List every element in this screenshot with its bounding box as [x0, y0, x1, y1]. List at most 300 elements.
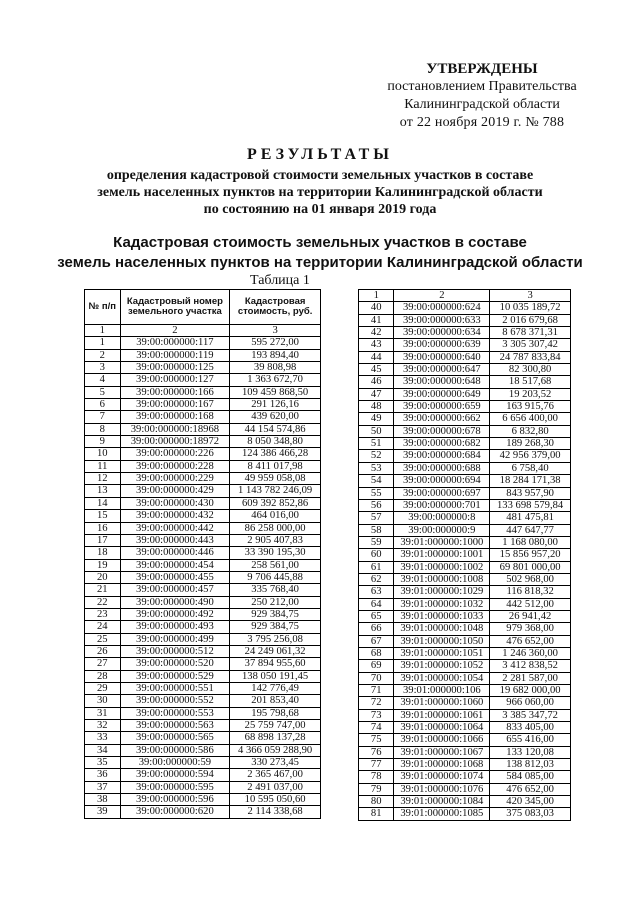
cadastral-value: 1 168 080,00: [490, 536, 571, 548]
cadastral-number: 39:00:000000:226: [120, 448, 230, 460]
table-row: [85, 695, 321, 707]
row-number: 16: [85, 522, 121, 534]
table-row: [85, 670, 321, 682]
row-number: 9: [85, 436, 121, 448]
row-number: 57: [359, 512, 394, 524]
table-row: [359, 549, 571, 561]
table-row: [359, 487, 571, 499]
row-number: 72: [359, 697, 394, 709]
row-number: 39: [85, 806, 121, 818]
table-row: [359, 475, 571, 487]
cadastral-value: 3 795 256,08: [230, 633, 321, 645]
cadastral-number: 39:00:000000:490: [120, 596, 230, 608]
table-row: [85, 473, 321, 485]
section-line-1: Кадастровая стоимость земельных участков в составе: [113, 234, 527, 251]
cadastral-value: 24 249 061,32: [230, 645, 321, 657]
row-number: 59: [359, 536, 394, 548]
cadastral-number: 39:00:000000:634: [394, 327, 490, 339]
table-row: [359, 722, 571, 734]
table-row: [359, 413, 571, 425]
table-row: [359, 796, 571, 808]
row-number: 18: [85, 547, 121, 559]
cadastral-number: 39:01:000000:1032: [394, 598, 490, 610]
cadastral-value: 442 512,00: [490, 598, 571, 610]
row-number: 67: [359, 635, 394, 647]
table-row: [85, 399, 321, 411]
cadastral-number: 39:00:000000:552: [120, 695, 230, 707]
cadastral-value: 19 203,52: [490, 388, 571, 400]
row-number: 76: [359, 746, 394, 758]
cadastral-value: 42 956 379,00: [490, 450, 571, 462]
cadastral-value: 3 385 347,72: [490, 709, 571, 721]
column-number-2: 2: [120, 325, 230, 337]
cadastral-value: 979 368,00: [490, 623, 571, 635]
row-number: 5: [85, 386, 121, 398]
row-number: 65: [359, 610, 394, 622]
table-caption: Таблица 1: [250, 273, 310, 288]
cadastral-value: 37 894 955,60: [230, 658, 321, 670]
row-number: 78: [359, 771, 394, 783]
cadastral-number: 39:01:000000:1051: [394, 647, 490, 659]
table-row: [359, 524, 571, 536]
table-row: [359, 351, 571, 363]
row-number: 11: [85, 460, 121, 472]
cadastral-number: 39:00:000000:595: [120, 781, 230, 793]
table-row: [85, 732, 321, 744]
cadastral-value: 19 682 000,00: [490, 685, 571, 697]
cadastral-value: 335 768,40: [230, 584, 321, 596]
row-number: 26: [85, 645, 121, 657]
table-row: [359, 660, 571, 672]
row-number: 38: [85, 794, 121, 806]
cadastral-number: 39:00:000000:9: [394, 524, 490, 536]
cadastral-value: 39 808,98: [230, 362, 321, 374]
table-row: [85, 571, 321, 583]
table-row: [359, 388, 571, 400]
table-row: [359, 401, 571, 413]
cadastral-number: 39:00:000000:492: [120, 608, 230, 620]
cadastral-value: 124 386 466,28: [230, 448, 321, 460]
row-number: 61: [359, 561, 394, 573]
cadastral-value: 291 126,16: [230, 399, 321, 411]
row-number: 43: [359, 339, 394, 351]
table-row: [359, 759, 571, 771]
row-number: 62: [359, 573, 394, 585]
row-number: 10: [85, 448, 121, 460]
row-number: 41: [359, 314, 394, 326]
row-number: 6: [85, 399, 121, 411]
cadastral-number: 39:00:000000:688: [394, 462, 490, 474]
table-row: [359, 302, 571, 314]
row-number: 15: [85, 510, 121, 522]
row-number: 71: [359, 685, 394, 697]
column-number-3: 3: [230, 325, 321, 337]
table-row: [359, 598, 571, 610]
cadastral-table-left: [84, 289, 321, 819]
row-number: 30: [85, 695, 121, 707]
cadastral-number: 39:01:000000:1008: [394, 573, 490, 585]
cadastral-value: 833 405,00: [490, 722, 571, 734]
cadastral-number: 39:00:000000:117: [120, 337, 230, 349]
cadastral-number: 39:00:000000:520: [120, 658, 230, 670]
cadastral-value: 86 258 000,00: [230, 522, 321, 534]
cadastral-value: 4 366 059 288,90: [230, 744, 321, 756]
table-row: [85, 485, 321, 497]
row-number: 42: [359, 327, 394, 339]
row-number: 45: [359, 364, 394, 376]
row-number: 33: [85, 732, 121, 744]
cadastral-number: 39:00:000000:432: [120, 510, 230, 522]
row-number: 46: [359, 376, 394, 388]
row-number: 55: [359, 487, 394, 499]
cadastral-value: 476 652,00: [490, 783, 571, 795]
table-row: [85, 658, 321, 670]
cadastral-value: 439 620,00: [230, 411, 321, 423]
cadastral-number: 39:00:000000:594: [120, 769, 230, 781]
cadastral-value: 133 120,08: [490, 746, 571, 758]
table-row: [85, 510, 321, 522]
row-number: 68: [359, 647, 394, 659]
header-cadastral-value: Кадастровая стоимость, руб.: [230, 290, 321, 325]
row-number: 75: [359, 734, 394, 746]
cadastral-value: 8 411 017,98: [230, 460, 321, 472]
cadastral-number: 39:01:000000:1050: [394, 635, 490, 647]
row-number: 2: [85, 349, 121, 361]
table-row: [359, 635, 571, 647]
cadastral-number: 39:00:000000:694: [394, 475, 490, 487]
row-number: 47: [359, 388, 394, 400]
cadastral-number: 39:00:000000:586: [120, 744, 230, 756]
table-row: [359, 450, 571, 462]
cadastral-value: 49 959 058,08: [230, 473, 321, 485]
table-row: [85, 547, 321, 559]
cadastral-number: 39:00:000000:529: [120, 670, 230, 682]
cadastral-number: 39:00:000000:442: [120, 522, 230, 534]
cadastral-value: 655 416,00: [490, 734, 571, 746]
row-number: 48: [359, 401, 394, 413]
cadastral-value: 2 365 467,00: [230, 769, 321, 781]
table-row: [359, 697, 571, 709]
row-number: 70: [359, 672, 394, 684]
cadastral-number: 39:01:000000:1068: [394, 759, 490, 771]
row-number: 23: [85, 608, 121, 620]
row-number: 27: [85, 658, 121, 670]
cadastral-value: 609 392 852,86: [230, 497, 321, 509]
table-row: [85, 757, 321, 769]
cadastral-number: 39:00:000000:18968: [120, 423, 230, 435]
cadastral-number: 39:00:000000:429: [120, 485, 230, 497]
cadastral-number: 39:00:000000:119: [120, 349, 230, 361]
table-row: [85, 460, 321, 472]
cadastral-number: 39:01:000000:1033: [394, 610, 490, 622]
table-row: [85, 645, 321, 657]
column-number-2: 2: [394, 290, 490, 302]
cadastral-value: 18 517,68: [490, 376, 571, 388]
row-number: 29: [85, 682, 121, 694]
cadastral-number: 39:00:000000:563: [120, 720, 230, 732]
table-row: [359, 709, 571, 721]
cadastral-number: 39:00:000000:167: [120, 399, 230, 411]
row-number: 8: [85, 423, 121, 435]
row-number: 21: [85, 584, 121, 596]
table-row: [85, 608, 321, 620]
cadastral-number: 39:00:000000:649: [394, 388, 490, 400]
row-number: 51: [359, 438, 394, 450]
row-number: 80: [359, 796, 394, 808]
cadastral-value: 330 273,45: [230, 757, 321, 769]
cadastral-number: 39:00:000000:678: [394, 425, 490, 437]
cadastral-number: 39:01:000000:1054: [394, 672, 490, 684]
table-row: [359, 536, 571, 548]
table-row: [359, 746, 571, 758]
cadastral-number: 39:00:000000:499: [120, 633, 230, 645]
row-number: 19: [85, 559, 121, 571]
row-number: 81: [359, 808, 394, 820]
cadastral-number: 39:00:000000:59: [120, 757, 230, 769]
row-number: 28: [85, 670, 121, 682]
cadastral-number: 39:00:000000:166: [120, 386, 230, 398]
row-number: 77: [359, 759, 394, 771]
cadastral-number: 39:00:000000:596: [120, 794, 230, 806]
cadastral-number: 39:01:000000:1000: [394, 536, 490, 548]
cadastral-value: 476 652,00: [490, 635, 571, 647]
cadastral-number: 39:01:000000:1060: [394, 697, 490, 709]
cadastral-number: 39:00:000000:633: [394, 314, 490, 326]
cadastral-value: 26 941,42: [490, 610, 571, 622]
table-row: [359, 734, 571, 746]
cadastral-value: 250 212,00: [230, 596, 321, 608]
table-row: [359, 647, 571, 659]
cadastral-value: 2 016 679,68: [490, 314, 571, 326]
row-number: 37: [85, 781, 121, 793]
cadastral-table-right: [358, 289, 571, 821]
cadastral-number: 39:00:000000:701: [394, 499, 490, 511]
subtitle-line-1: определения кадастровой стоимости земельных участков в составе: [106, 168, 534, 183]
cadastral-number: 39:01:000000:1085: [394, 808, 490, 820]
cadastral-value: 33 390 195,30: [230, 547, 321, 559]
table-row: [85, 411, 321, 423]
table-row: [85, 584, 321, 596]
cadastral-value: 138 812,03: [490, 759, 571, 771]
row-number: 49: [359, 413, 394, 425]
column-number-3: 3: [490, 290, 571, 302]
row-number: 32: [85, 720, 121, 732]
table-row: [85, 806, 321, 818]
cadastral-value: 24 787 833,84: [490, 351, 571, 363]
cadastral-value: 1 246 360,00: [490, 647, 571, 659]
cadastral-value: 201 853,40: [230, 695, 321, 707]
table-row: [85, 794, 321, 806]
subtitle-line-2: земель населенных пунктов на территории Калининградской области: [97, 185, 543, 200]
document-subtitle: [40, 167, 600, 218]
table-row: [359, 499, 571, 511]
row-number: 31: [85, 707, 121, 719]
column-number-1: 1: [85, 325, 121, 337]
cadastral-number: 39:00:000000:640: [394, 351, 490, 363]
cadastral-value: 10 035 189,72: [490, 302, 571, 314]
section-line-2: земель населенных пунктов на территории Калининградской области: [57, 254, 583, 271]
table-row: [85, 448, 321, 460]
cadastral-number: 39:00:000000:125: [120, 362, 230, 374]
approval-line-2: Калининградской области: [404, 97, 560, 112]
cadastral-value: 502 968,00: [490, 573, 571, 585]
row-number: 50: [359, 425, 394, 437]
row-number: 1: [85, 337, 121, 349]
cadastral-value: 8 050 348,80: [230, 436, 321, 448]
table-row: [359, 573, 571, 585]
cadastral-number: 39:01:000000:1061: [394, 709, 490, 721]
cadastral-number: 39:01:000000:1066: [394, 734, 490, 746]
row-number: 22: [85, 596, 121, 608]
cadastral-number: 39:00:000000:624: [394, 302, 490, 314]
cadastral-value: 6 656 400,00: [490, 413, 571, 425]
cadastral-number: 39:01:000000:1084: [394, 796, 490, 808]
cadastral-value: 6 832,80: [490, 425, 571, 437]
table-row: [359, 364, 571, 376]
cadastral-number: 39:00:000000:8: [394, 512, 490, 524]
approval-line-1: постановлением Правительства: [387, 79, 577, 94]
cadastral-value: 843 957,90: [490, 487, 571, 499]
row-number: 44: [359, 351, 394, 363]
table-row: [359, 314, 571, 326]
row-number: 25: [85, 633, 121, 645]
cadastral-value: 195 798,68: [230, 707, 321, 719]
table-row: [85, 337, 321, 349]
cadastral-value: 15 856 957,20: [490, 549, 571, 561]
row-number: 52: [359, 450, 394, 462]
row-number: 63: [359, 586, 394, 598]
table-row: [359, 339, 571, 351]
cadastral-value: 966 060,00: [490, 697, 571, 709]
row-number: 64: [359, 598, 394, 610]
cadastral-value: 3 305 307,42: [490, 339, 571, 351]
cadastral-value: 69 801 000,00: [490, 561, 571, 573]
cadastral-value: 929 384,75: [230, 608, 321, 620]
table-row: [359, 672, 571, 684]
cadastral-value: 258 561,00: [230, 559, 321, 571]
cadastral-number: 39:00:000000:454: [120, 559, 230, 571]
table-row: [85, 522, 321, 534]
row-number: 36: [85, 769, 121, 781]
cadastral-value: 163 915,76: [490, 401, 571, 413]
table-row: [85, 769, 321, 781]
table-row: [359, 808, 571, 820]
row-number: 24: [85, 621, 121, 633]
cadastral-number: 39:00:000000:493: [120, 621, 230, 633]
row-number: 79: [359, 783, 394, 795]
row-number: 4: [85, 374, 121, 386]
cadastral-number: 39:01:000000:1002: [394, 561, 490, 573]
cadastral-value: 44 154 574,86: [230, 423, 321, 435]
cadastral-value: 481 475,81: [490, 512, 571, 524]
cadastral-value: 142 776,49: [230, 682, 321, 694]
table-row: [359, 783, 571, 795]
cadastral-value: 8 678 371,31: [490, 327, 571, 339]
cadastral-value: 109 459 868,50: [230, 386, 321, 398]
cadastral-number: 39:00:000000:446: [120, 547, 230, 559]
cadastral-value: 193 894,40: [230, 349, 321, 361]
cadastral-value: 138 050 191,45: [230, 670, 321, 682]
cadastral-number: 39:01:000000:1048: [394, 623, 490, 635]
cadastral-value: 133 698 579,84: [490, 499, 571, 511]
header-cadastral-number: Кадастровый номер земельного участка: [120, 290, 230, 325]
row-number: 73: [359, 709, 394, 721]
table-row: [85, 362, 321, 374]
row-number: 14: [85, 497, 121, 509]
row-number: 74: [359, 722, 394, 734]
cadastral-number: 39:00:000000:659: [394, 401, 490, 413]
row-number: 3: [85, 362, 121, 374]
cadastral-number: 39:00:000000:620: [120, 806, 230, 818]
cadastral-number: 39:01:000000:1064: [394, 722, 490, 734]
cadastral-number: 39:00:000000:229: [120, 473, 230, 485]
cadastral-number: 39:01:000000:1001: [394, 549, 490, 561]
cadastral-number: 39:00:000000:662: [394, 413, 490, 425]
table-row: [85, 386, 321, 398]
cadastral-value: 447 647,77: [490, 524, 571, 536]
approval-block: [362, 60, 602, 132]
cadastral-value: 375 083,03: [490, 808, 571, 820]
document-title: РЕЗУЛЬТАТЫ: [246, 146, 394, 163]
table-row: [85, 596, 321, 608]
cadastral-value: 1 143 782 246,09: [230, 485, 321, 497]
cadastral-number: 39:01:000000:1067: [394, 746, 490, 758]
cadastral-number: 39:00:000000:682: [394, 438, 490, 450]
cadastral-value: 584 085,00: [490, 771, 571, 783]
cadastral-value: 464 016,00: [230, 510, 321, 522]
row-number: 34: [85, 744, 121, 756]
table-row: [85, 744, 321, 756]
table-row: [359, 561, 571, 573]
cadastral-value: 2 114 338,68: [230, 806, 321, 818]
cadastral-value: 2 281 587,00: [490, 672, 571, 684]
approval-line-3: от 22 ноября 2019 г. № 788: [399, 115, 565, 130]
row-number: 17: [85, 534, 121, 546]
row-number: 40: [359, 302, 394, 314]
table-row: [85, 621, 321, 633]
cadastral-number: 39:00:000000:228: [120, 460, 230, 472]
table-row: [359, 586, 571, 598]
cadastral-number: 39:00:000000:18972: [120, 436, 230, 448]
cadastral-value: 2 905 407,83: [230, 534, 321, 546]
column-number-1: 1: [359, 290, 394, 302]
table-row: [85, 707, 321, 719]
table-row: [359, 771, 571, 783]
table-row: [85, 682, 321, 694]
cadastral-value: 68 898 137,28: [230, 732, 321, 744]
table-row: [359, 425, 571, 437]
cadastral-number: 39:00:000000:512: [120, 645, 230, 657]
cadastral-value: 1 363 672,70: [230, 374, 321, 386]
row-number: 60: [359, 549, 394, 561]
table-row: [85, 720, 321, 732]
cadastral-number: 39:01:000000:1029: [394, 586, 490, 598]
table-row: [359, 438, 571, 450]
cadastral-number: 39:00:000000:684: [394, 450, 490, 462]
cadastral-value: 3 412 838,52: [490, 660, 571, 672]
cadastral-value: 82 300,80: [490, 364, 571, 376]
row-number: 35: [85, 757, 121, 769]
subtitle-line-3: по состоянию на 01 января 2019 года: [203, 202, 437, 217]
row-number: 13: [85, 485, 121, 497]
cadastral-value: 189 268,30: [490, 438, 571, 450]
cadastral-number: 39:01:000000:106: [394, 685, 490, 697]
cadastral-number: 39:01:000000:1074: [394, 771, 490, 783]
row-number: 12: [85, 473, 121, 485]
table-row: [85, 374, 321, 386]
table-row: [85, 534, 321, 546]
cadastral-number: 39:01:000000:1076: [394, 783, 490, 795]
